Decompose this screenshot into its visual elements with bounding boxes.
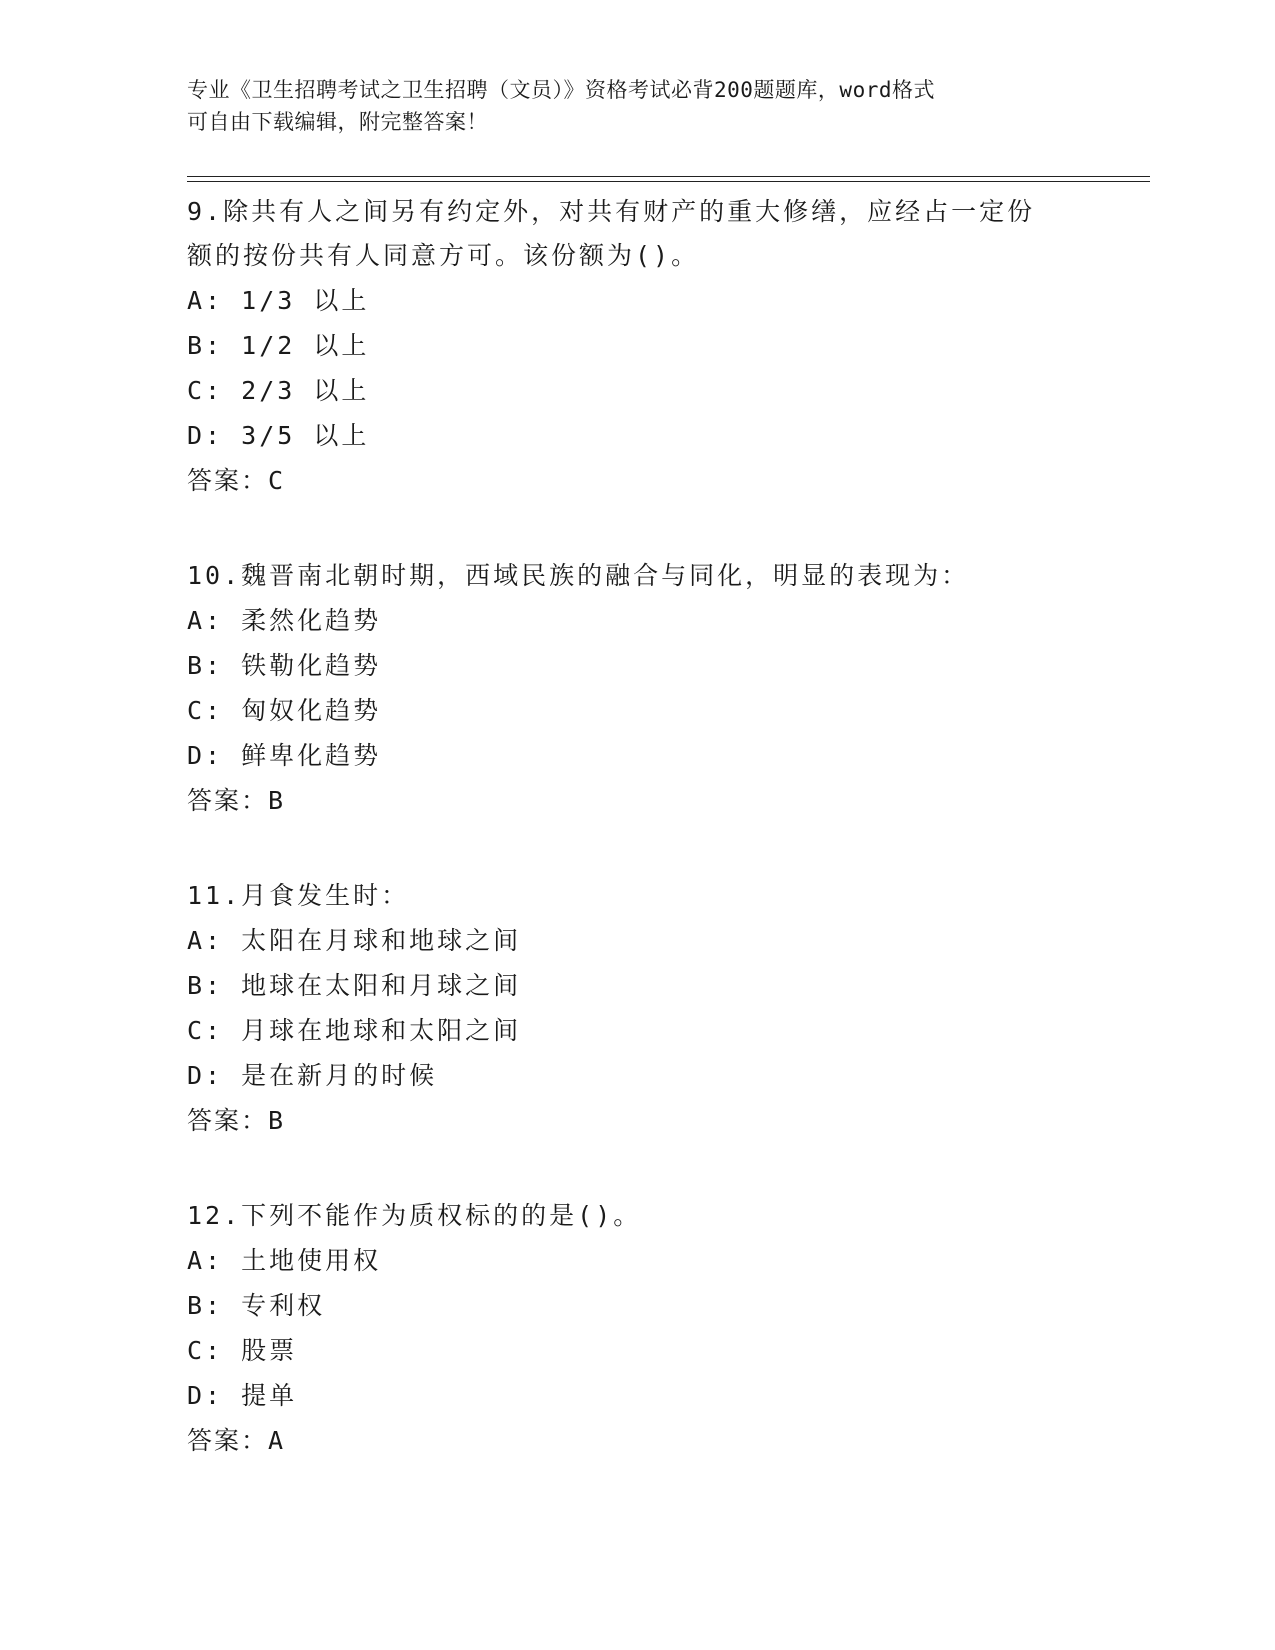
question-stem: 11.月食发生时： [187, 881, 410, 910]
question-stem: 9.除共有人之间另有约定外，对共有财产的重大修缮，应经占一定份 [187, 197, 1036, 226]
option-d: D: 鲜卑化趋势 [187, 741, 382, 770]
option-a: A: 太阳在月球和地球之间 [187, 926, 522, 955]
option-a: A: 1/3 以上 [187, 286, 370, 315]
option-b: B: 地球在太阳和月球之间 [187, 971, 522, 1000]
question-stem: 12.下列不能作为质权标的的是()。 [187, 1201, 642, 1230]
question-10 [187, 554, 1087, 823]
answer: 答案：B [187, 1106, 286, 1135]
header-divider-bottom [187, 181, 1150, 182]
question-stem-continued: 额的按份共有人同意方可。该份额为()。 [187, 241, 700, 270]
question-stem: 10.魏晋南北朝时期，西域民族的融合与同化，明显的表现为： [187, 561, 970, 590]
question-12 [187, 1194, 1087, 1463]
header-line-1: 专业《卫生招聘考试之卫生招聘（文员）》资格考试必背200题题库，word格式 [187, 78, 935, 102]
answer: 答案：B [187, 786, 286, 815]
question-9 [187, 190, 1087, 503]
option-c: C: 股票 [187, 1336, 298, 1365]
option-d: D: 是在新月的时候 [187, 1061, 438, 1090]
answer: 答案：A [187, 1426, 286, 1455]
option-c: C: 月球在地球和太阳之间 [187, 1016, 522, 1045]
option-a: A: 土地使用权 [187, 1246, 382, 1275]
option-c: C: 匈奴化趋势 [187, 696, 382, 725]
answer: 答案：C [187, 466, 286, 495]
option-a: A: 柔然化趋势 [187, 606, 382, 635]
option-b: B: 1/2 以上 [187, 331, 370, 360]
option-c: C: 2/3 以上 [187, 376, 370, 405]
option-b: B: 铁勒化趋势 [187, 651, 382, 680]
option-d: D: 3/5 以上 [187, 421, 370, 450]
question-11 [187, 874, 1087, 1143]
document-header [187, 74, 1067, 138]
option-b: B: 专利权 [187, 1291, 326, 1320]
header-divider-top [187, 176, 1150, 177]
header-line-2: 可自由下载编辑，附完整答案！ [187, 110, 488, 134]
option-d: D: 提单 [187, 1381, 298, 1410]
